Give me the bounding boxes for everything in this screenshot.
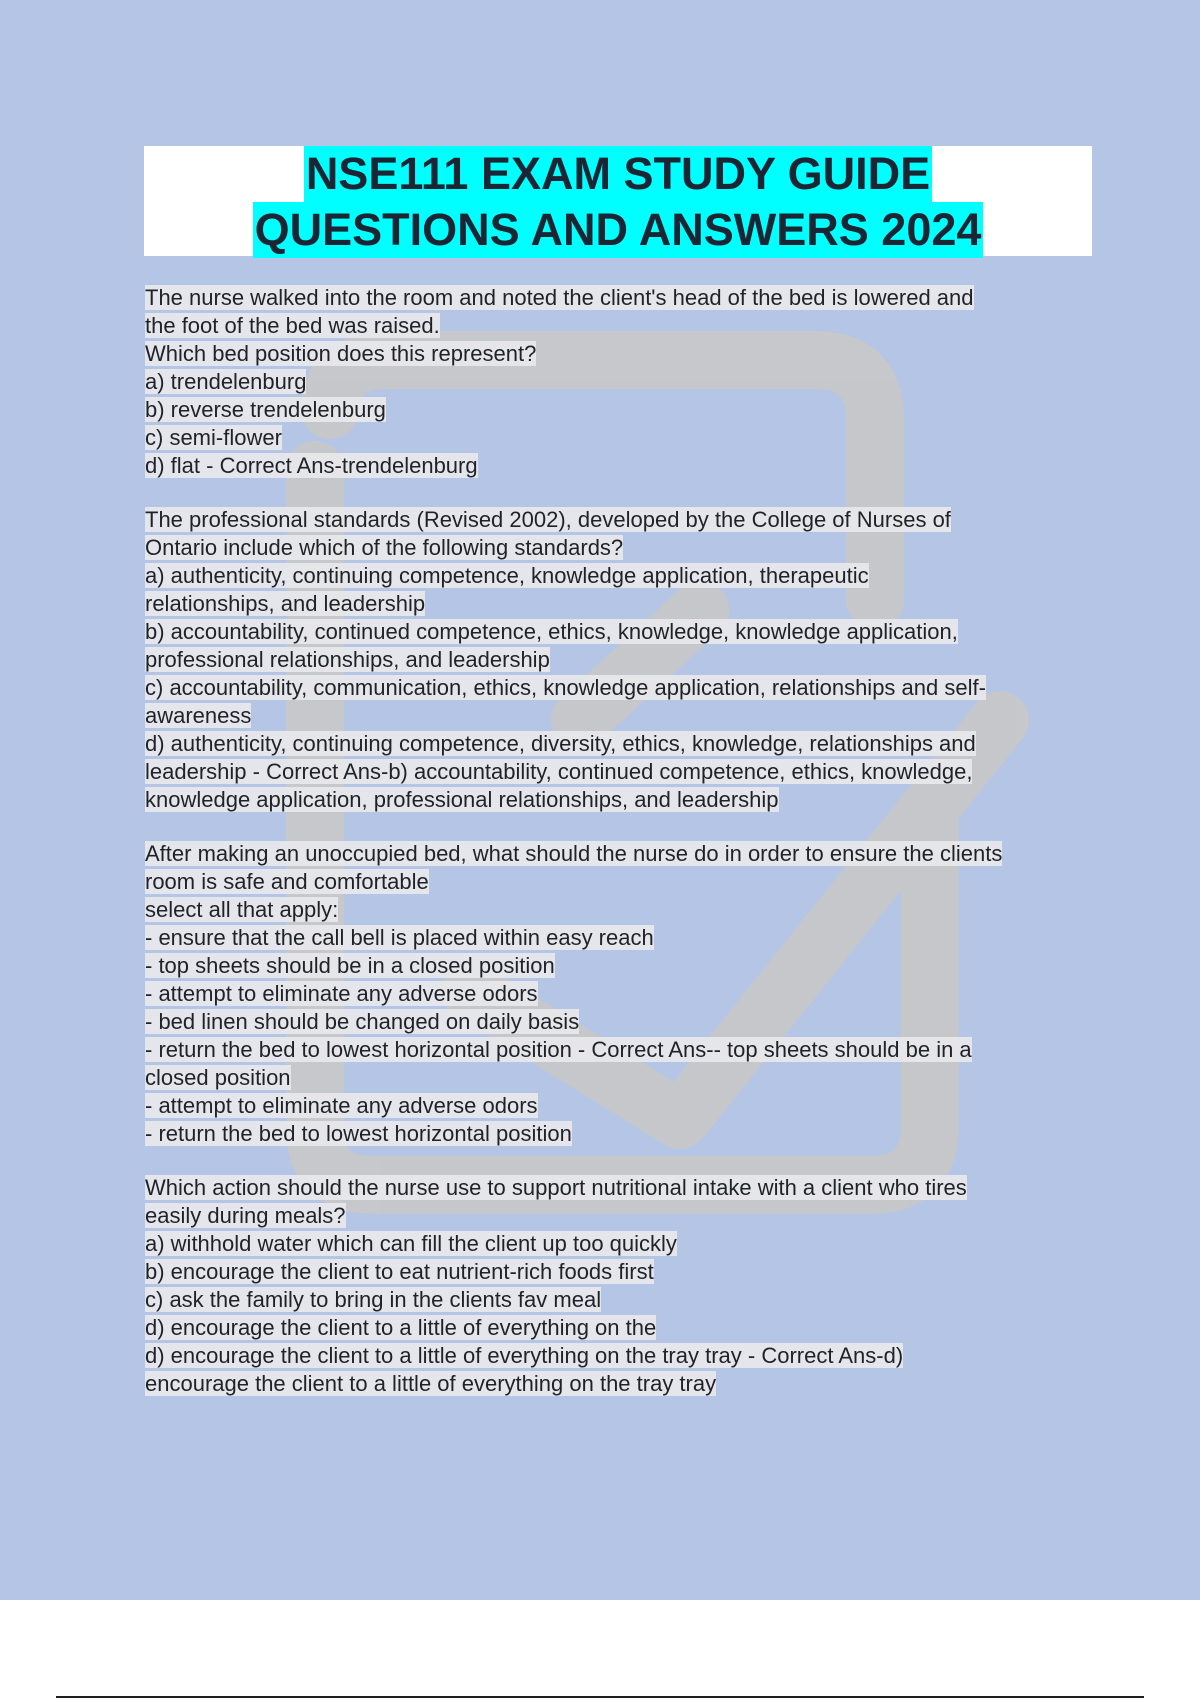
- answer-option: c) accountability, communication, ethics, knowledge application, relationships and self-: [145, 675, 986, 700]
- question-line: Ontario include which of the following standards?: [145, 535, 624, 560]
- answer-option: c) ask the family to bring in the clients fav meal: [145, 1287, 602, 1312]
- answer-option: professional relationships, and leadership: [145, 647, 550, 672]
- answer-option: - return the bed to lowest horizontal position - Correct Ans-- top sheets should be in a: [145, 1037, 972, 1062]
- question-block: [145, 506, 1090, 814]
- question-block: [145, 284, 1090, 480]
- questions-content: [145, 284, 1090, 1424]
- title-banner: [144, 146, 1092, 256]
- answer-option: b) accountability, continued competence, ethics, knowledge, knowledge application,: [145, 619, 958, 644]
- answer-option: - attempt to eliminate any adverse odors: [145, 981, 538, 1006]
- answer-option: a) trendelenburg: [145, 369, 307, 394]
- answer-option: - ensure that the call bell is placed within easy reach: [145, 925, 654, 950]
- answer-option: d) flat - Correct Ans-trendelenburg: [145, 453, 478, 478]
- question-line: Which bed position does this represent?: [145, 341, 537, 366]
- answer-option: d) encourage the client to a little of everything on the tray tray - Correct Ans-d): [145, 1343, 904, 1368]
- question-line: select all that apply:: [145, 897, 339, 922]
- answer-option: - bed linen should be changed on daily basis: [145, 1009, 580, 1034]
- question-block: [145, 1174, 1090, 1398]
- answer-option: a) withhold water which can fill the client up too quickly: [145, 1231, 677, 1256]
- document-title-line-2: QUESTIONS AND ANSWERS 2024: [253, 202, 984, 258]
- answer-option: a) authenticity, continuing competence, knowledge application, therapeutic: [145, 563, 869, 588]
- footer-divider: [56, 1696, 1144, 1698]
- document-title-line-1: NSE111 EXAM STUDY GUIDE: [304, 146, 932, 202]
- answer-option: - return the bed to lowest horizontal position: [145, 1121, 572, 1146]
- answer-option: closed position: [145, 1065, 291, 1090]
- answer-option: d) encourage the client to a little of everything on the: [145, 1315, 657, 1340]
- question-line: the foot of the bed was raised.: [145, 313, 440, 338]
- answer-option: - attempt to eliminate any adverse odors: [145, 1093, 538, 1118]
- question-line: Which action should the nurse use to support nutritional intake with a client who tires: [145, 1175, 967, 1200]
- answer-option: encourage the client to a little of everything on the tray tray: [145, 1371, 717, 1396]
- answer-option: awareness: [145, 703, 252, 728]
- answer-option: - top sheets should be in a closed position: [145, 953, 555, 978]
- answer-option: c) semi-flower: [145, 425, 282, 450]
- question-line: After making an unoccupied bed, what should the nurse do in order to ensure the clients: [145, 841, 1003, 866]
- question-line: The nurse walked into the room and noted the client's head of the bed is lowered and: [145, 285, 974, 310]
- question-line: The professional standards (Revised 2002), developed by the College of Nurses of: [145, 507, 951, 532]
- answer-option: b) reverse trendelenburg: [145, 397, 386, 422]
- answer-option: knowledge application, professional relationships, and leadership: [145, 787, 779, 812]
- answer-option: d) authenticity, continuing competence, diversity, ethics, knowledge, relationships and: [145, 731, 976, 756]
- answer-option: b) encourage the client to eat nutrient-rich foods first: [145, 1259, 654, 1284]
- question-line: easily during meals?: [145, 1203, 346, 1228]
- question-block: [145, 840, 1090, 1148]
- answer-option: leadership - Correct Ans-b) accountability, continued competence, ethics, knowledge,: [145, 759, 973, 784]
- answer-option: relationships, and leadership: [145, 591, 426, 616]
- question-line: room is safe and comfortable: [145, 869, 429, 894]
